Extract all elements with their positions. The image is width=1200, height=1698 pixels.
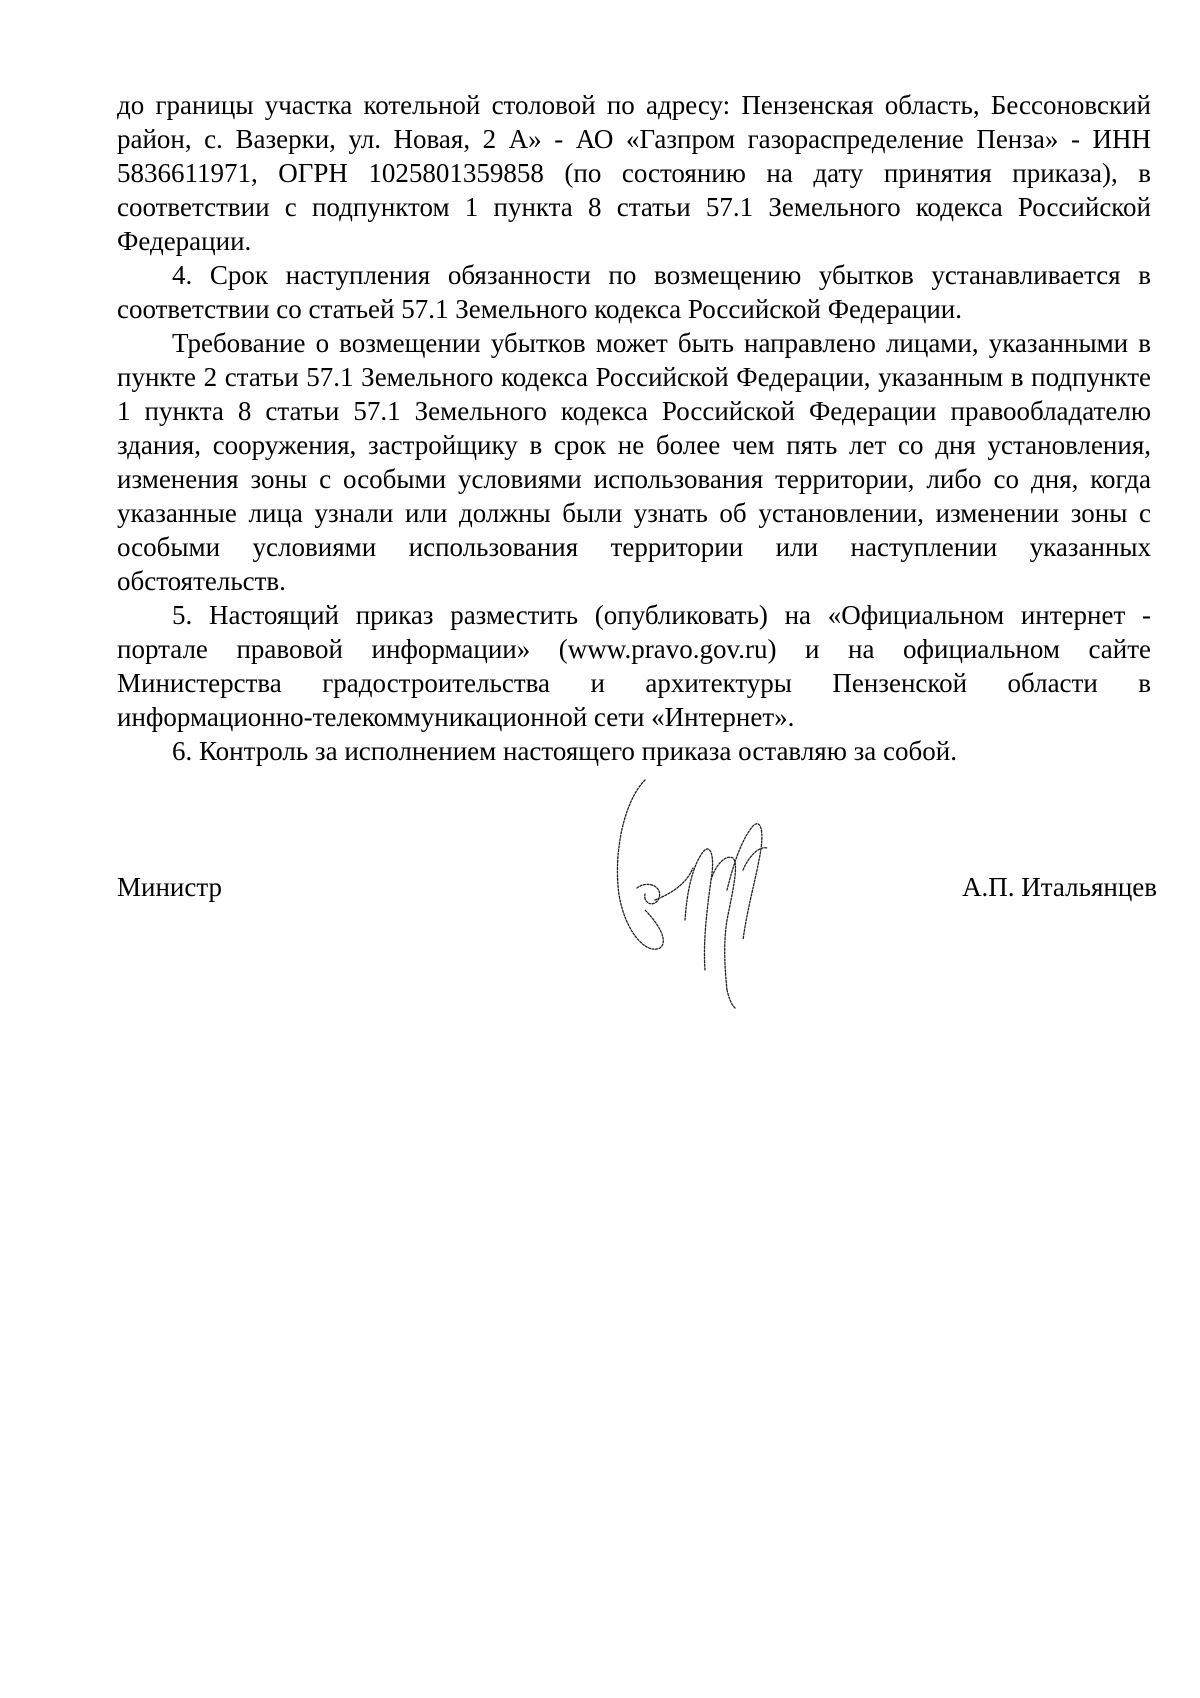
paragraph-compensation-claim: Требование о возмещении убытков может быть направлено лицами, указанными в пункте 2 статьи 57.1 Земельного кодекса Российской Федерации, указанным в подпункте 1 пункта 8 статьи 57.1 Земельного кодекса Российской Федерации правообладателю здания, сооружения, застройщику в срок не более чем пять лет со дня установления, изменения зоны с особыми условиями использования территории, либо со дня, когда указанные лица узнали или должны были узнать об установлении, изменении зоны с особыми условиями использования территории или наступлении указанных обстоятельств.: [117, 328, 1151, 596]
paragraph-address: до границы участка котельной столовой по адресу: Пензенская область, Бессоновский район, с. Вазерки, ул. Новая, 2 А» - АО «Газпром газораспределение Пенза» - ИНН 5836611971, ОГРН 1025801359858 (по состоянию на дату принятия приказа), в соответствии с подпунктом 1 пункта 8 статьи 57.1 Земельного кодекса Российской Федерации.: [117, 90, 1151, 256]
paragraph-item-6: 6. Контроль за исполнением настоящего приказа оставляю за собой.: [172, 736, 957, 766]
paragraph-item-5: 5. Настоящий приказ разместить (опубликовать) на «Официальном интернет - портале правовой информации» (www.pravo.gov.ru) и на официальном сайте Министерства градостроительства и архитектуры Пензенской области в информационно-телекоммуникационной сети «Интернет».: [117, 600, 1151, 732]
handwritten-signature: [615, 770, 795, 1010]
signatory-title: Министр: [117, 872, 222, 902]
paragraph-item-4: 4. Срок наступления обязанности по возмещению убытков устанавливается в соответствии со статьей 57.1 Земельного кодекса Российской Федерации.: [117, 260, 1151, 324]
document-body: [117, 88, 1151, 768]
signatory-name: А.П. Итальянцев: [962, 872, 1157, 902]
